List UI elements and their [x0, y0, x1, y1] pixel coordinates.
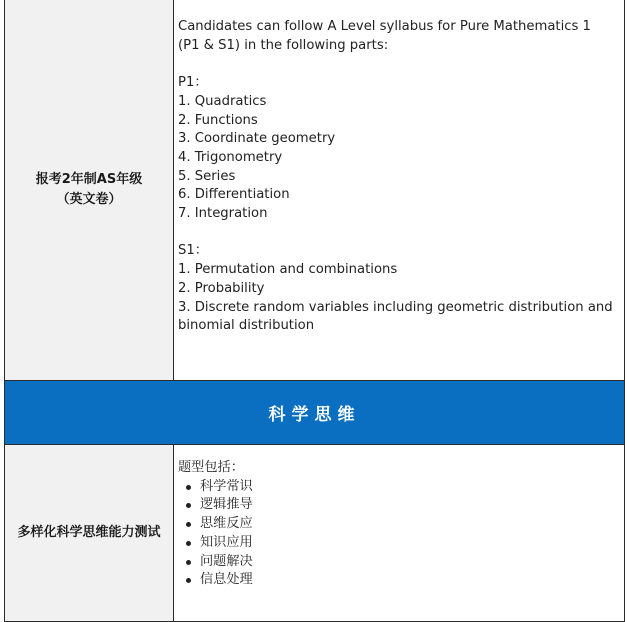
list-item: 科学常识: [200, 478, 616, 497]
question-types-list: [178, 478, 616, 590]
list-item: 2. Probability: [178, 280, 265, 296]
row-label-line2: （英文卷）: [56, 191, 122, 207]
list-item: 1. Quadratics: [178, 93, 267, 109]
row-label-line1: 报考2年制AS年级: [35, 171, 143, 187]
p1-heading: P1：: [178, 75, 208, 91]
list-item: 问题解决: [200, 553, 616, 572]
section-header-row: [5, 381, 625, 445]
s1-heading: S1：: [178, 243, 208, 259]
list-item: 6. Differentiation: [178, 187, 290, 203]
table-row: [5, 0, 625, 381]
list-item: 3. Discrete random variables including geometric distribution and binomial distribution: [178, 299, 613, 334]
row-content-cell: [174, 0, 625, 381]
curriculum-table: [4, 0, 625, 622]
list-item: 知识应用: [200, 534, 616, 553]
s1-list: [178, 261, 616, 336]
list-item: 5. Series: [178, 168, 236, 184]
list-item: 信息处理: [200, 571, 616, 590]
row-label: 多样化科学思维能力测试: [17, 525, 161, 540]
list-item: 逻辑推导: [200, 496, 616, 515]
row-content-cell: [174, 445, 625, 622]
table-row: [5, 445, 625, 622]
list-item: 2. Functions: [178, 112, 258, 128]
list-item: 7. Integration: [178, 206, 268, 222]
question-types-intro: 题型包括：: [178, 460, 244, 475]
list-item: 思维反应: [200, 515, 616, 534]
row-label-cell: [5, 0, 174, 381]
p1-list: [178, 93, 616, 224]
section-title: 科学思维: [5, 381, 625, 445]
list-item: 4. Trigonometry: [178, 149, 283, 165]
list-item: 1. Permutation and combinations: [178, 262, 398, 278]
list-item: 3. Coordinate geometry: [178, 131, 336, 147]
row-label-cell: [5, 445, 174, 622]
intro-text: Candidates can follow A Level syllabus for Pure Mathematics 1 (P1 & S1) in the following parts:: [178, 19, 591, 53]
